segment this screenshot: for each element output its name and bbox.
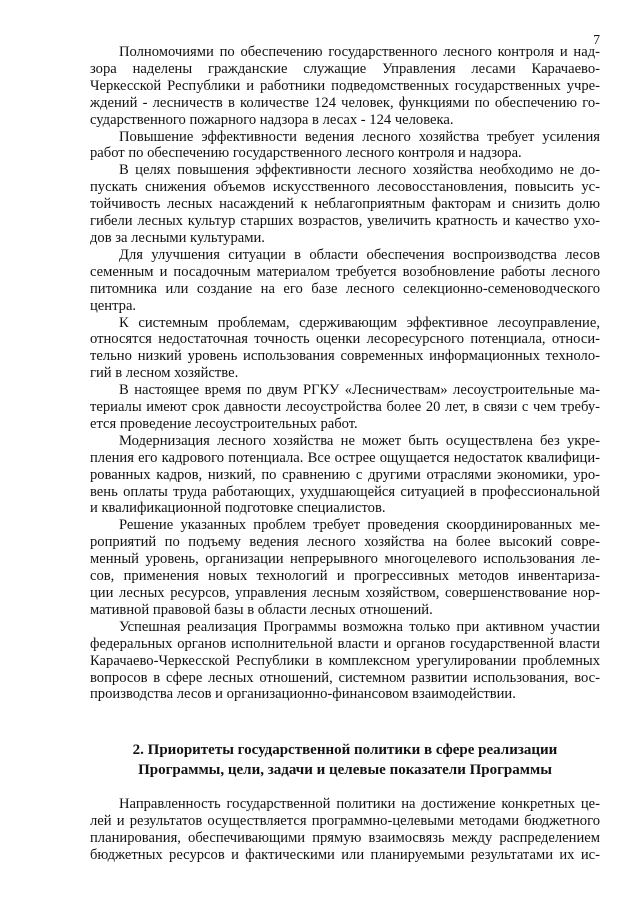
text-line: Полномочиями по обеспечению государственного лесного контроля и над- <box>119 44 600 60</box>
paragraph-nursery <box>90 247 600 315</box>
text-line: производства лесов и организационно-финансовом взаимодействии. <box>90 686 516 703</box>
text-line: Направленность государственной политики на достижение конкретных це- <box>119 796 600 812</box>
paragraph-efficiency <box>90 129 600 163</box>
text-line: В целях повышения эффективности лесного хозяйства необходимо не до- <box>119 162 600 179</box>
text-line: Успешная реализация Программы возможна только при активном участии <box>119 618 600 635</box>
section-heading <box>90 740 600 780</box>
text-line: Черкесской Республики и работники подведомственных государственных учре- <box>90 77 600 94</box>
section-heading-line: 2. Приоритеты государственной политики в сфере реализации <box>132 742 558 758</box>
section-body-text <box>90 796 600 864</box>
text-line: вень оплаты труда работающих, ухудшающейся ситуацией в профессиональной <box>90 483 600 500</box>
text-line: ции лесных ресурсов, управления лесным хозяйством, совершенствование нор- <box>90 585 600 601</box>
text-line: мативной правовой базы в области лесных отношений. <box>90 601 433 618</box>
paragraph-policy-direction <box>90 796 600 864</box>
text-line: лей и результатов осуществляется программно-целевыми методами бюджетного <box>90 812 600 829</box>
text-line: тельно низкий уровень использования современных информационных техноло- <box>90 348 600 365</box>
text-line: пускать снижения объемов искусственного лесовосстановления, повысить ус- <box>90 179 600 196</box>
paragraph-reforestation <box>90 162 600 247</box>
text-line: гий в лесном хозяйстве. <box>90 365 239 382</box>
page-number: 7 <box>593 32 600 47</box>
text-line: К системным проблемам, сдерживающим эффективное лесоуправление, <box>119 314 600 331</box>
paragraph-modernization <box>90 433 600 518</box>
text-line: Для улучшения ситуации в области обеспечения воспроизводства лесов <box>119 246 600 263</box>
body-text <box>90 44 600 703</box>
text-line: ждений - лесничеств в количестве 124 человек, функциями по обеспечению го- <box>90 94 600 111</box>
text-line: териалы имеют срок давности лесоустройства более 20 лет, в связи с чем требу- <box>90 399 600 416</box>
text-line: Карачаево-Черкесской Республики в комплексном урегулировании проблемных <box>90 652 600 669</box>
text-line: гибели лесных культур старших возрастов, увеличить кратность и качество ухо- <box>90 213 600 230</box>
text-line: Повышение эффективности ведения лесного хозяйства требует усиления <box>119 128 600 145</box>
text-line: и квалификационной подготовке специалистов. <box>90 500 386 517</box>
text-line: роприятий по подъему ведения лесного хозяйства на более высокий совре- <box>90 534 600 551</box>
text-line: ется проведение лесоустроительных работ. <box>90 415 358 432</box>
text-line: центра. <box>90 297 137 314</box>
text-line: бюджетных ресурсов и фактическими или планируемыми результатами их ис- <box>90 846 600 863</box>
text-line: питомника или создание на его базе лесного селекционно-семеноводческого <box>90 280 600 297</box>
text-line: зора наделены гражданские служащие Управления лесами Карачаево- <box>90 60 600 77</box>
text-line: Решение указанных проблем требует проведения скоординированных ме- <box>119 517 600 534</box>
paragraph-coordinated-measures <box>90 517 600 618</box>
text-line: планирования, обеспечивающими прямую взаимосвязь между распределением <box>90 829 600 846</box>
text-line: пления его кадрового потенциала. Все острее ощущается недостаток квалифици- <box>90 449 600 466</box>
paragraph-forest-control-authority <box>90 44 600 129</box>
text-line: относятся недостаточная точность оценки лесоресурсного потенциала, относи- <box>90 331 600 348</box>
text-line: семенным и посадочным материалом требуется возобновление работы лесного <box>90 263 600 280</box>
text-line: менный уровень, организации непрерывного многоцелевого использования ле- <box>90 551 600 568</box>
text-line: федеральных органов исполнительной власти и органов государственной власти <box>90 635 600 652</box>
paragraph-systemic-problems <box>90 315 600 383</box>
text-line: В настоящее время по двум РГКУ «Лесничествам» лесоустроительные ма- <box>119 382 600 399</box>
paragraph-forest-inventory <box>90 382 600 433</box>
text-line: дов за лесными культурами. <box>90 229 265 246</box>
section-heading-line: Программы, цели, задачи и целевые показатели Программы <box>138 762 552 778</box>
text-line: вопросов в сфере лесных отношений, системном развитии использования, вос- <box>90 669 600 686</box>
paragraph-program-implementation <box>90 619 600 704</box>
text-line: рованных кадров, низкий, по сравнению с другими отраслями экономики, уро- <box>90 466 600 483</box>
text-line: Модернизация лесного хозяйства не может быть осуществлена без укре- <box>119 432 600 449</box>
text-line: сов, применения новых технологий и прогрессивных методов инвентариза- <box>90 568 600 585</box>
text-line: сударственного пожарного надзора в лесах - 124 человека. <box>90 111 454 128</box>
text-line: тойчивость лесных насаждений к неблагоприятным факторам и снизить долю <box>90 196 600 213</box>
text-line: работ по обеспечению государственного лесного контроля и надзора. <box>90 145 522 162</box>
